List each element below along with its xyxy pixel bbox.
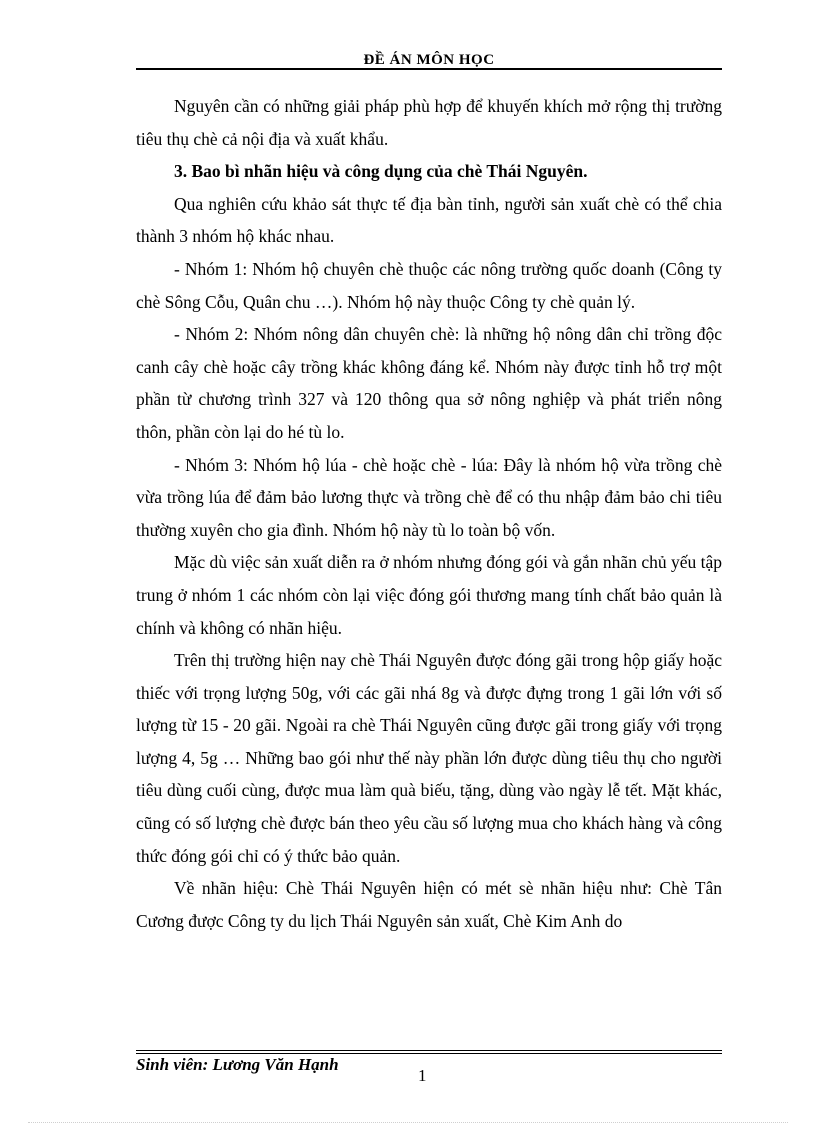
paragraph-intro: Nguyên cần có những giải pháp phù hợp để khuyến khích mở rộng thị trường tiêu thụ chè cả nội địa và xuất khẩu. bbox=[136, 96, 722, 149]
section-heading: 3. Bao bì nhãn hiệu và công dụng của chè Thái Nguyên. bbox=[174, 161, 588, 182]
paragraph-group-2: - Nhóm 2: Nhóm nông dân chuyên chè: là những hộ nông dân chỉ trồng độc canh cây chè hoặc cây trồng khác không đáng kể. Nhóm này được tỉnh hỗ trợ một phần từ chương trình 327 và 120 thông qua sở nông nghiệp và phát triển nông thôn, phần còn lại do hé tù lo. bbox=[136, 324, 722, 442]
header-rule bbox=[136, 68, 722, 70]
paragraph-market: Trên thị trường hiện nay chè Thái Nguyên được đóng gãi trong hộp giấy hoặc thiếc với trọng lượng 50g, với các gãi nhá 8g và được đựng trong 1 gãi lớn với số lượng từ 15 - 20 gãi. Ngoài ra chè Thái Nguyên cũng được gãi trong giấy với trọng lượng 4, 5g … Những bao gói như thế này phần lớn được dùng tiêu thụ cho người tiêu dùng cuối cùng, được mua làm quà biếu, tặng, dùng vào ngày lễ tết. Mặt khác, cũng có số lượng chè được bán theo yêu cầu số lượng mua cho khách hàng và công thức đóng gói chỉ có ý thức bảo quản. bbox=[136, 650, 722, 866]
paragraph-group-3: - Nhóm 3: Nhóm hộ lúa - chè hoặc chè - lúa: Đây là nhóm hộ vừa trồng chè vừa trồng lúa để đảm bảo lương thực và trồng chè để có thu nhập đảm bảo chi tiêu thường xuyên cho gia đình. Nhóm hộ này tù lo toàn bộ vốn. bbox=[136, 454, 722, 540]
paragraph-survey: Qua nghiên cứu khảo sát thực tế địa bàn tỉnh, người sản xuất chè có thể chia thành 3 nhóm hộ khác nhau. bbox=[136, 193, 722, 247]
footer-student-name: Sinh viên: Lương Văn Hạnh bbox=[136, 1055, 339, 1074]
paragraph-group-1: - Nhóm 1: Nhóm hộ chuyên chè thuộc các nông trường quốc doanh (Công ty chè Sông Cỗu, Quân chu …). Nhóm hộ này thuộc Công ty chè quản lý. bbox=[136, 258, 722, 312]
footer-rule-top bbox=[136, 1050, 722, 1051]
paragraph-packaging: Mặc dù việc sản xuất diễn ra ở nhóm nhưng đóng gói và gắn nhãn chủ yếu tập trung ở nhóm 1 các nhóm còn lại việc đóng gói thương mang tính chất bảo quản là chính và không có nhãn hiệu. bbox=[136, 552, 722, 638]
document-body bbox=[136, 90, 722, 937]
paragraph-brands: Về nhãn hiệu: Chè Thái Nguyên hiện có mét sè nhãn hiệu như: Chè Tân Cương được Công ty du lịch Thái Nguyên sản xuất, Chè Kim Anh do bbox=[136, 878, 722, 931]
header-title: ĐỀ ÁN MÔN HỌC bbox=[363, 52, 495, 68]
footer-rule-bottom bbox=[136, 1053, 722, 1054]
page-number: 1 bbox=[418, 1066, 427, 1085]
